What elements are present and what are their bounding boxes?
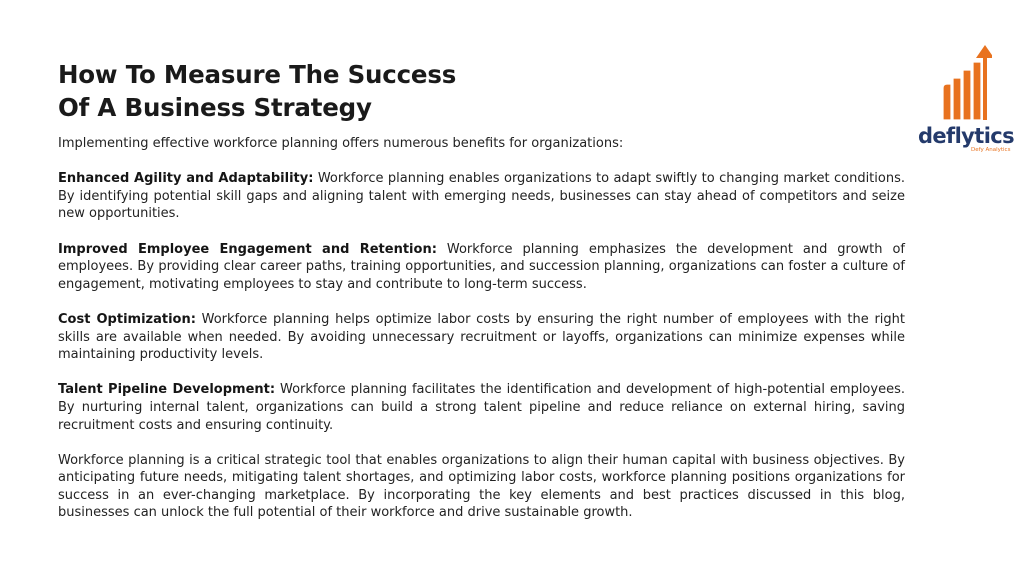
section-agility — [58, 170, 905, 223]
logo-wordmark: deflytics — [917, 124, 1015, 148]
title-line-2: Of A Business Strategy — [58, 93, 372, 122]
section-heading: Talent Pipeline Development: — [58, 382, 276, 398]
body-content — [58, 135, 905, 522]
title-line-1: How To Measure The Success — [58, 60, 457, 89]
conclusion-text: Workforce planning is a critical strategic tool that enables organizations to align their human capital with business objectives. By anticipating future needs, mitigating talent shortages, and optimizing labor costs, workforce planning positions organizations for success in an ever-changing marketplace. By incorporating the key elements and best practices discussed in this blog, businesses can unlock the full potential of their workforce and drive sustainable growth. — [58, 452, 905, 521]
section-heading: Cost Optimization: — [58, 311, 196, 327]
section-heading: Improved Employee Engagement and Retention: — [58, 241, 437, 257]
company-logo — [916, 44, 1016, 159]
bar-chart-arrow-icon — [940, 44, 992, 120]
intro-text: Implementing effective workforce planning offers numerous benefits for organizations: — [58, 136, 624, 151]
logo-tagline: Defy Analytics — [971, 147, 1011, 153]
section-cost — [58, 311, 905, 364]
section-talent — [58, 381, 905, 434]
section-text: Workforce planning enables organizations to adapt swiftly to changing market conditions. By identifying potential skill gaps and aligning talent with emerging needs, businesses can stay ahead of competitors and seize new opportunities. — [58, 171, 905, 222]
page-title — [58, 58, 618, 124]
section-text: Workforce planning facilitates the identification and development of high-potential employees. By nurturing internal talent, organizations can build a strong talent pipeline and reduce reliance on external hiring, saving recruitment costs and ensuring continuity. — [58, 382, 905, 433]
section-text: Workforce planning emphasizes the development and growth of employees. By providing clear career paths, training opportunities, and succession planning, organizations can foster a culture of engagement, motivating employees to stay and contribute to long-term success. — [58, 241, 905, 292]
section-text: Workforce planning helps optimize labor costs by ensuring the right number of employees with the right skills are available when needed. By avoiding unnecessary recruitment or layoffs, organizations can minimize expenses while maintaining productivity levels. — [58, 311, 905, 363]
section-heading: Enhanced Agility and Adaptability: — [58, 171, 314, 187]
section-engagement — [58, 241, 905, 294]
